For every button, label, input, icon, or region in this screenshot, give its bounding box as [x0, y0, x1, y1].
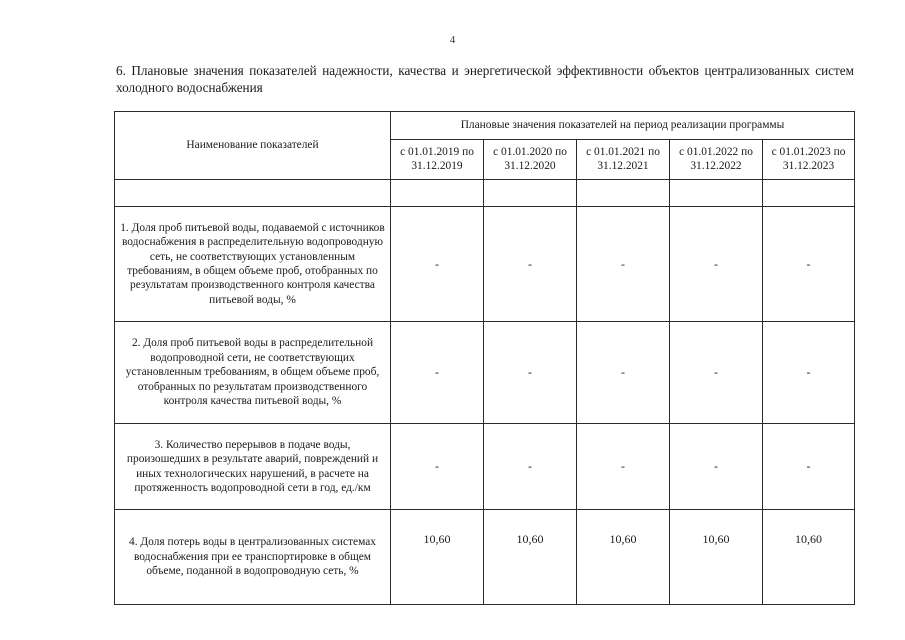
indicator-value: - [763, 207, 855, 322]
indicator-value: - [763, 424, 855, 510]
header-period-2020: с 01.01.2020 по 31.12.2020 [484, 139, 577, 179]
indicator-name: 3. Количество перерывов в подаче воды, произошедших в результате аварий, повреждений и иных технологических нарушений, в расчете на протяженность водопроводной сети в год, ед./км [115, 424, 391, 510]
indicator-value: - [577, 207, 670, 322]
indicator-value: - [391, 424, 484, 510]
column-number [763, 180, 855, 207]
indicator-value: 10,60 [484, 510, 577, 605]
table-row [115, 322, 855, 424]
indicators-table [114, 111, 855, 605]
indicator-name: 2. Доля проб питьевой воды в распределительной водопроводной сети, не соответствующих установленным требованиям, в общем объеме проб, отобранных по результатам производственного контроля качества питьевой воды, % [115, 322, 391, 424]
header-planned-values: Плановые значения показателей на период реализации программы [391, 112, 855, 140]
table-header-row [115, 112, 855, 140]
column-number [577, 180, 670, 207]
indicator-value: - [670, 207, 763, 322]
table-row [115, 510, 855, 605]
indicator-value: - [391, 322, 484, 424]
page-number: 4 [449, 34, 456, 46]
indicator-name: 1. Доля проб питьевой воды, подаваемой с источников водоснабжения в распределительную водопроводную сеть, не соответствующих установленным требованиям, в общем объеме проб, отобранных по результатам производственного контроля качества питьевой воды, % [115, 207, 391, 322]
section-title: 6. Плановые значения показателей надежности, качества и энергетической эффективности объектов централизованных систем холодного водоснабжения [116, 63, 854, 95]
header-period-2021: с 01.01.2021 по 31.12.2021 [577, 139, 670, 179]
indicator-value: - [670, 424, 763, 510]
indicator-value: - [577, 424, 670, 510]
header-period-2022: с 01.01.2022 по 31.12.2022 [670, 139, 763, 179]
table-row [115, 207, 855, 322]
header-period-2023: с 01.01.2023 по 31.12.2023 [763, 139, 855, 179]
indicator-value: - [391, 207, 484, 322]
header-indicator-name: Наименование показателей [115, 112, 391, 180]
indicator-value: - [484, 207, 577, 322]
indicator-value: - [670, 322, 763, 424]
header-period-2019: с 01.01.2019 по 31.12.2019 [391, 139, 484, 179]
table-row [115, 424, 855, 510]
column-number [484, 180, 577, 207]
indicator-value: 10,60 [763, 510, 855, 605]
indicator-value: - [577, 322, 670, 424]
indicator-name: 4. Доля потерь воды в централизованных системах водоснабжения при ее транспортировке в общем объеме, поданной в водопроводную сеть, % [115, 510, 391, 605]
indicator-value: - [484, 424, 577, 510]
indicator-value: 10,60 [670, 510, 763, 605]
column-number [391, 180, 484, 207]
indicator-value: 10,60 [577, 510, 670, 605]
column-number [115, 180, 391, 207]
indicator-value: - [484, 322, 577, 424]
indicator-value: - [763, 322, 855, 424]
column-number-row [115, 180, 855, 207]
indicator-value: 10,60 [391, 510, 484, 605]
column-number [670, 180, 763, 207]
